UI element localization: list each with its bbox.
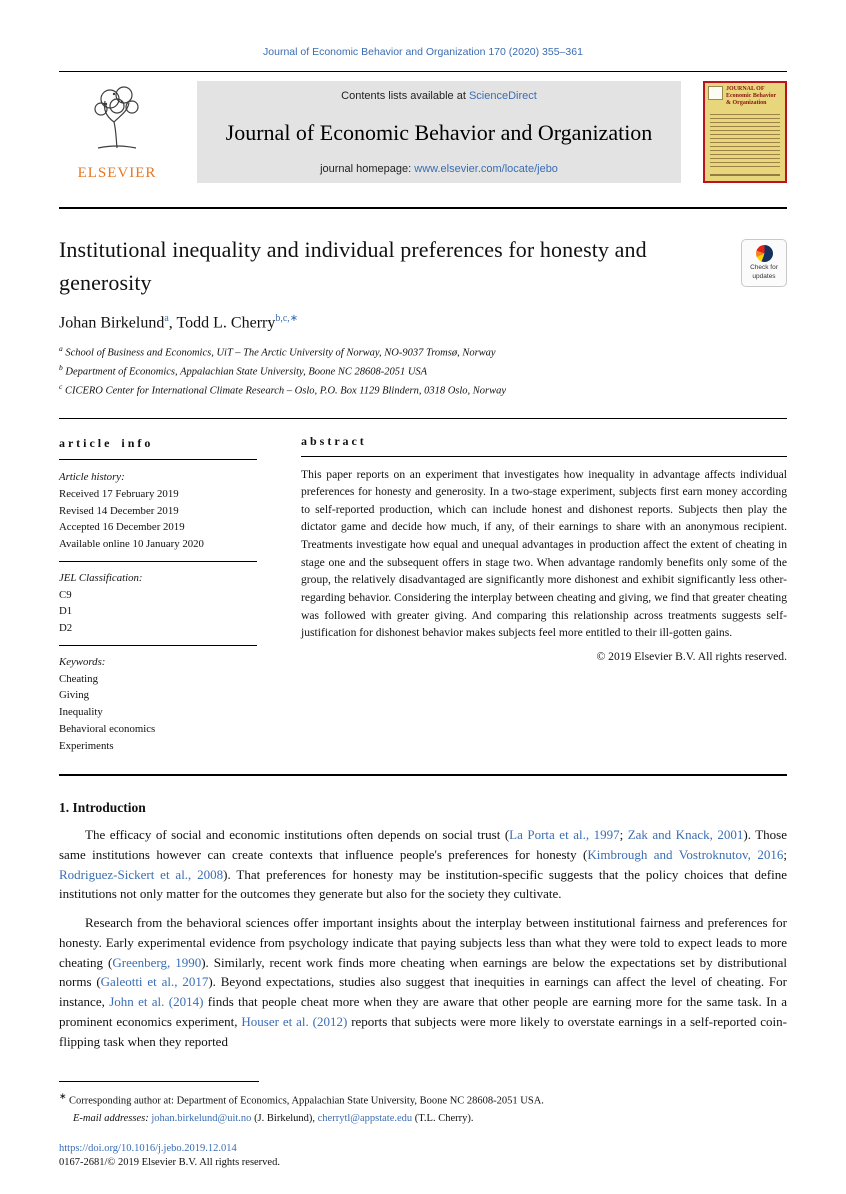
running-head-citation-link[interactable]: Journal of Economic Behavior and Organization 170 (2020) 355–361 <box>263 46 583 58</box>
author-name: Todd L. Cherry <box>176 314 276 332</box>
text-segment: finds that people cheat more when they are aware that other people are earning more for the same task. In a prominent economics experiment, <box>59 994 788 1029</box>
affiliation-line <box>59 362 787 381</box>
article-title: Institutional inequality and individual preferences for honesty and generosity <box>59 237 647 295</box>
corresponding-author-note <box>59 1089 787 1110</box>
journal-cover-inner <box>705 83 785 181</box>
citation-link[interactable]: La Porta et al., 1997 <box>509 827 620 843</box>
text-segment: reports that subjects were more likely to overstate earnings in a self-reported coin-flipping task when they reported <box>59 1013 787 1049</box>
journal-homepage-link[interactable]: www.elsevier.com/locate/jebo <box>414 163 558 175</box>
email-label: E-mail addresses: <box>73 1112 152 1124</box>
check-for-updates-badge[interactable] <box>741 239 787 287</box>
contents-line <box>205 90 673 102</box>
cover-foot-line <box>710 174 780 176</box>
author-line <box>59 313 787 332</box>
affiliation-marker: b <box>59 363 63 373</box>
history-item: Revised 14 December 2019 <box>59 504 179 517</box>
article-history-block <box>59 469 257 553</box>
contents-prefix: Contents lists available at <box>341 90 469 102</box>
affiliation-sup: a <box>164 313 169 324</box>
footnote-marker: ∗ <box>59 1091 67 1102</box>
jel-item: D2 <box>59 622 73 635</box>
jel-item: C9 <box>59 588 72 601</box>
article-info-heading: a r t i c l e i n f o <box>59 435 151 450</box>
keyword-item: Behavioral economics <box>59 722 156 735</box>
affiliations <box>59 343 787 399</box>
keyword-item: Giving <box>59 689 89 702</box>
article-history-label: Article history: <box>59 471 125 484</box>
email-link[interactable]: cherrytl@appstate.edu <box>317 1112 413 1124</box>
email-link[interactable]: johan.birkelund@uit.no <box>151 1112 252 1124</box>
email-owner: (T.L. Cherry). <box>412 1112 474 1124</box>
text-segment: ). That preferences for honesty may be institution-specific suggests that the policy choices that define institutions not only matter for the outcomes they generate but also for the society they cultivate. <box>59 866 787 902</box>
journal-masthead <box>59 81 787 183</box>
history-item: Received 17 February 2019 <box>59 487 179 500</box>
affiliation-text: CICERO Center for International Climate Research – Oslo, P.O. Box 1129 Blindern, 0318 Oslo, Norway <box>62 385 507 397</box>
divider <box>59 561 257 562</box>
affiliation-marker: c <box>59 381 63 391</box>
footnote-block <box>59 1081 787 1127</box>
citation-link[interactable]: Greenberg, 1990 <box>112 954 202 970</box>
keywords-label: Keywords: <box>59 655 106 668</box>
affiliation-line <box>59 343 787 362</box>
history-item: Available online 10 January 2020 <box>59 538 204 551</box>
citation-link[interactable]: Houser et al. (2012) <box>241 1013 348 1029</box>
abstract-heading: a b s t r a c t <box>301 433 364 448</box>
divider <box>59 71 787 72</box>
text-segment: ; <box>619 827 628 843</box>
citation-link[interactable]: Galeotti et al., 2017 <box>100 974 209 990</box>
check-for-updates-label: Check for updates <box>750 264 778 280</box>
sciencedirect-link[interactable]: ScienceDirect <box>468 90 537 102</box>
elsevier-logo <box>59 81 175 183</box>
citation-link[interactable]: Kimbrough and Vostroknutov, 2016 <box>587 846 784 862</box>
corresponding-author-text: Corresponding author at: Department of Economics, Appalachian State University, Boone NC 28608-2051 USA. <box>66 1095 544 1107</box>
keyword-item: Experiments <box>59 739 114 752</box>
article-info-column <box>59 434 257 755</box>
affiliation-sup: b,c,∗ <box>275 313 299 324</box>
title-row <box>59 233 787 299</box>
author-separator: , <box>168 314 177 332</box>
cover-header <box>708 86 782 108</box>
doi-link[interactable]: https://doi.org/10.1016/j.jebo.2019.12.014 <box>59 1142 237 1154</box>
text-segment: ). Beyond expectations, studies also suggest that inequities in earnings can affect the level of cheating. For instance, <box>59 974 787 1010</box>
elsevier-wordmark: ELSEVIER <box>77 165 157 181</box>
divider <box>301 456 787 457</box>
divider <box>59 418 787 419</box>
email-addresses-line <box>59 1111 787 1128</box>
history-item: Accepted 16 December 2019 <box>59 521 185 534</box>
email-owner: (J. Birkelund), <box>251 1112 318 1124</box>
issn-copyright-line: 0167-2681/© 2019 Elsevier B.V. All rights reserved. <box>59 1156 280 1168</box>
affiliation-text: School of Business and Economics, UiT – The Arctic University of Norway, NO-9037 Tromsø, Norway <box>62 347 496 359</box>
intro-paragraph <box>59 913 787 1051</box>
cover-stamp <box>708 86 723 100</box>
jel-block <box>59 570 257 637</box>
jel-item: D1 <box>59 605 73 618</box>
text-segment: The efficacy of social and economic institutions often depends on social trust ( <box>85 827 510 843</box>
keywords-block <box>59 654 257 754</box>
citation-link[interactable]: Zak and Knack, 2001 <box>627 827 744 843</box>
citation-link[interactable]: Rodriguez-Sickert et al., 2008 <box>59 866 224 882</box>
homepage-prefix: journal homepage: <box>320 163 415 175</box>
divider <box>59 774 787 776</box>
affiliation-line <box>59 381 787 400</box>
intro-paragraph <box>59 825 787 904</box>
keyword-item: Cheating <box>59 672 98 685</box>
journal-title: Journal of Economic Behavior and Organization <box>225 119 653 145</box>
abstract-copyright: © 2019 Elsevier B.V. All rights reserved. <box>596 649 787 663</box>
citation-link[interactable]: John et al. (2014) <box>109 994 204 1010</box>
divider <box>59 645 257 646</box>
info-abstract-section <box>59 434 787 755</box>
section-heading-introduction: 1. Introduction <box>59 800 146 816</box>
abstract-column <box>301 434 787 755</box>
affiliation-marker: a <box>59 344 63 354</box>
text-segment: ; <box>783 846 787 862</box>
elsevier-tree-icon <box>86 82 148 154</box>
author-name: Johan Birkelund <box>59 314 165 332</box>
footnote-divider <box>59 1081 259 1082</box>
keyword-item: Inequality <box>59 706 103 719</box>
abstract-text: This paper reports on an experiment that investigates how inequality in advantage affects individual preferences for honesty and generosity. In a two-stage experiment, subjects first earn money according to self-reported production, which can include honest and dishonest reports. Subjects then play the dictator game and decide how much, if any, of their earnings to share with an anonymous recipient. Treatments investigate how equal and unequal advantages in production affect the extent of cheating in stage one and the subsequent offers in stage two. When advantage randomly benefits only some of the group, the relatively disadvantaged are significantly more dishonest and exhibit significantly less other-regarding behavior. Considering the interplay between cheating and giving, we find that greater cheating was followed with greater giving. And comparing this relationship across treatments suggests self-justification for dishonest behavior makes subjects feel more entitled to their ill-gotten gains. <box>301 467 787 640</box>
journal-cover-thumbnail <box>703 81 787 183</box>
affiliation-text: Department of Economics, Appalachian State University, Boone NC 28608-2051 USA <box>62 366 428 378</box>
cover-title: JOURNAL OF Economic Behavior & Organization <box>726 86 777 107</box>
divider <box>59 459 257 460</box>
text-segment: ). Those same institutions however can create contexts that influence people's preferences for honesty ( <box>59 827 787 862</box>
journal-banner <box>197 81 681 183</box>
jel-label: JEL Classification: <box>59 571 143 584</box>
crossmark-icon <box>756 245 773 262</box>
cover-text-lines <box>710 114 780 170</box>
text-segment: ). Similarly, recent work finds more cheating when earnings are below the expectations set by distributional norms ( <box>59 954 787 990</box>
text-segment: Research from the behavioral sciences offer important insights about the interplay between institutional fairness and preferences for honesty. Early experimental evidence from psychology indicate that paying subjects less than what they were told to expect leads to more cheating ( <box>59 915 787 970</box>
divider <box>59 207 787 209</box>
homepage-line <box>205 163 673 175</box>
